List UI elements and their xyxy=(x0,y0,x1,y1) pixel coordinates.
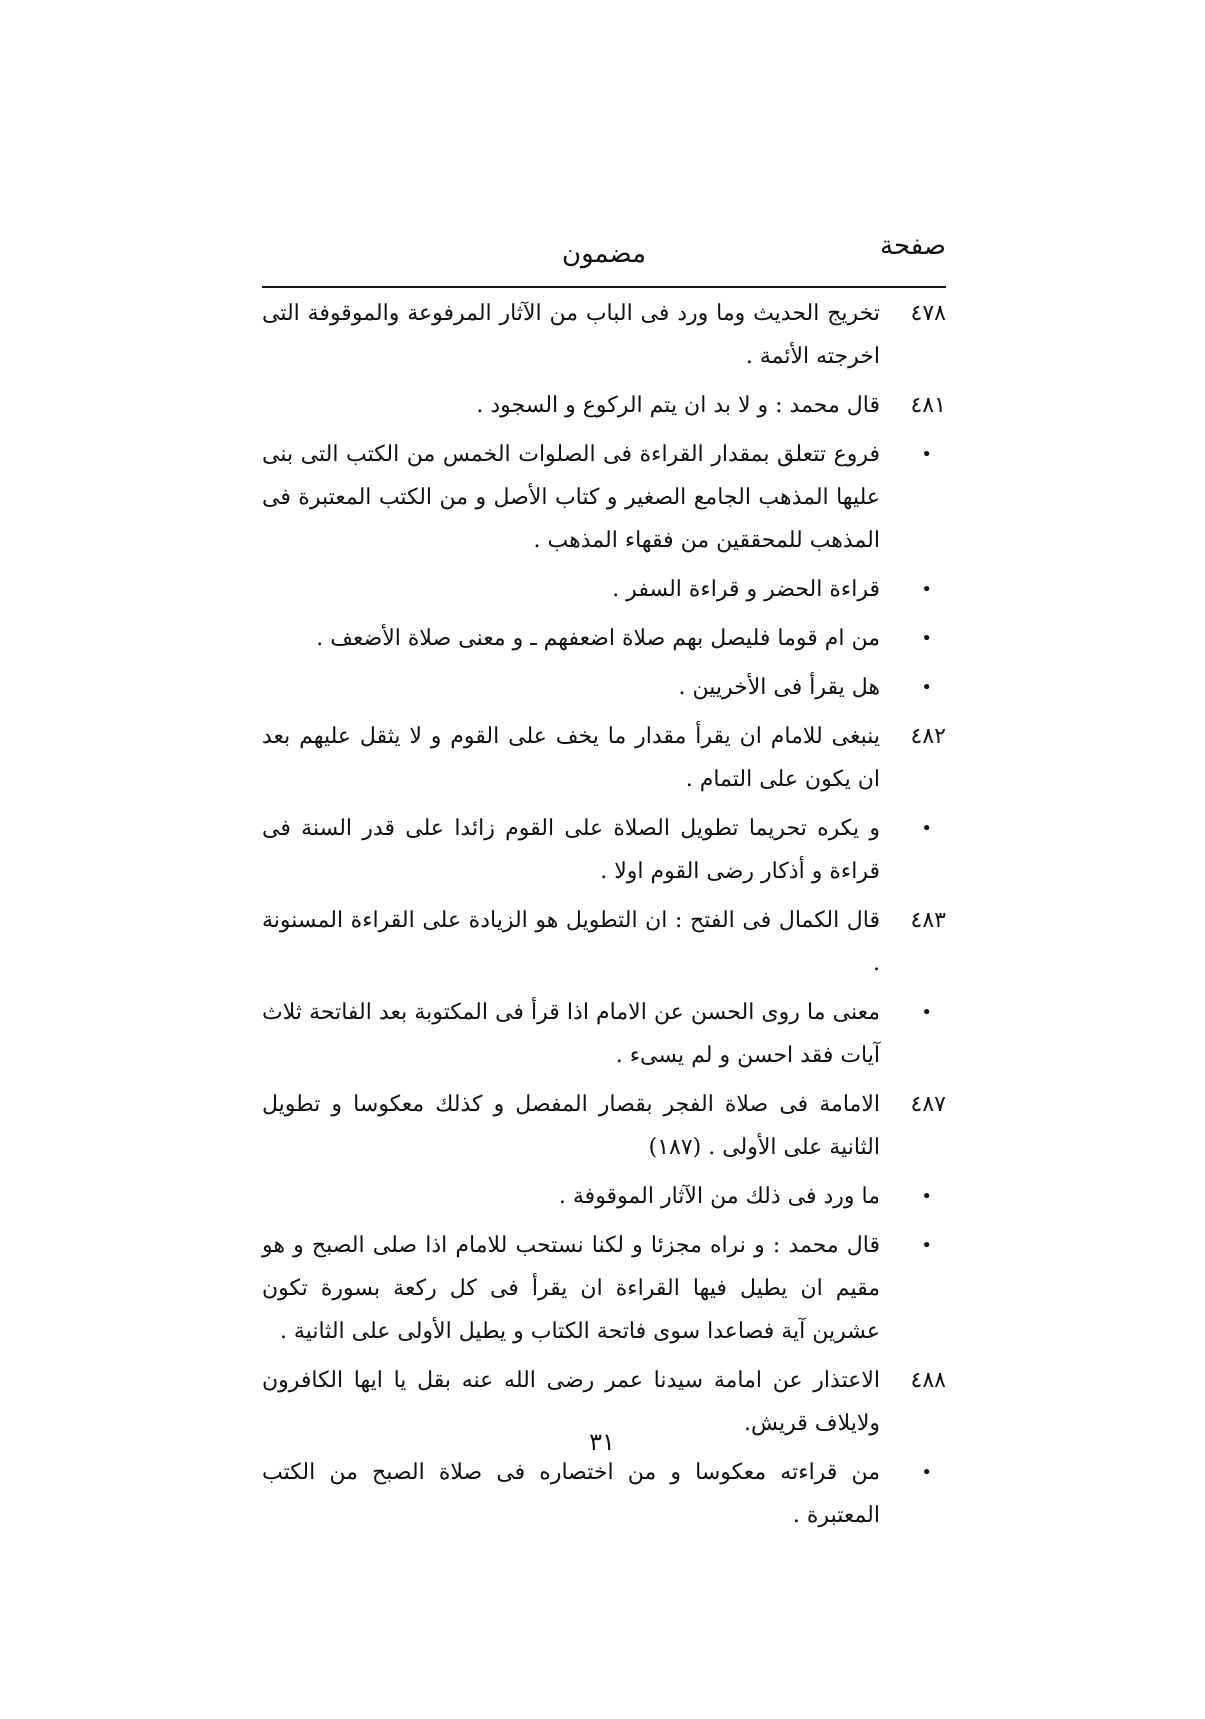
page-number: ٤٨٣ xyxy=(910,908,946,933)
entry-text: ينبغى للامام ان يقرأ مقدار ما يخف على القوم و لا يثقل عليهم بعد ان يكون على التمام . xyxy=(262,724,880,792)
contents-list xyxy=(262,292,946,1537)
bullet-marker: • xyxy=(921,1462,932,1483)
list-item xyxy=(262,384,946,427)
bullet-marker: • xyxy=(921,677,932,698)
entry-text: تخريج الحديث وما ورد فى الباب من الآثار المرفوعة والموقوفة التى اخرجته الأئمة . xyxy=(262,301,880,369)
entry-text: معنى ما روى الحسن عن الامام اذا قرأ فى المكتوبة بعد الفاتحة ثلاث آيات فقد احسن و لم يسىء . xyxy=(262,1000,880,1068)
list-item xyxy=(262,292,946,378)
entry-text: فروع تتعلق بمقدار القراءة فى الصلوات الخمس من الكتب التى بنى عليها المذهب الجامع الصغير و كتاب الأصل و من الكتب المعتبرة فى المذهب للمحققين من فقهاء المذهب . xyxy=(262,442,880,553)
entry-text: قال محمد : و نراه مجزئا و لكنا نستحب للامام اذا صلى الصبح و هو مقيم ان يطيل فيها القراءة ان يقرأ فى كل ركعة بسورة تكون عشرين آية فصاعدا سوى فاتحة الكتاب و يطيل الأولى على الثانية . xyxy=(262,1233,880,1344)
bullet-marker: • xyxy=(921,1186,932,1207)
bullet-marker: • xyxy=(921,579,932,600)
content-column-heading: مضمون xyxy=(561,239,646,269)
list-item xyxy=(262,807,946,893)
entry-text: الامامة فى صلاة الفجر بقصار المفصل و كذلك معكوسا و تطويل الثانية على الأولى . (١٨٧) xyxy=(262,1092,880,1160)
entry-text: و يكره تحريما تطويل الصلاة على القوم زائدا على قدر السنة فى قراءة و أذكار رضى القوم اولا . xyxy=(262,816,880,884)
bullet-marker: • xyxy=(921,1002,932,1023)
page-number: ٤٨١ xyxy=(910,393,946,418)
page-number: ٤٨٧ xyxy=(910,1092,946,1117)
bullet-marker: • xyxy=(921,1235,932,1256)
list-item xyxy=(262,1451,946,1537)
page-folio-number: ٣١ xyxy=(589,1428,615,1456)
entry-text: من قراءته معكوسا و من اختصاره فى صلاة الصبح من الكتب المعتبرة . xyxy=(262,1460,880,1528)
page-number: ٤٨٢ xyxy=(910,724,946,749)
page-number: ٤٨٨ xyxy=(910,1368,946,1393)
list-item xyxy=(262,1083,946,1169)
page-column-heading: صفحة xyxy=(880,231,946,261)
list-item xyxy=(262,1175,946,1218)
entry-text: قراءة الحضر و قراءة السفر . xyxy=(612,577,880,602)
list-item xyxy=(262,899,946,985)
entry-text: ما ورد فى ذلك من الآثار الموقوفة . xyxy=(558,1184,880,1209)
list-item xyxy=(262,991,946,1077)
list-item xyxy=(262,433,946,562)
table-header xyxy=(262,226,946,276)
bullet-marker: • xyxy=(921,444,932,465)
header-rule xyxy=(262,286,946,288)
entry-text: من ام قوما فليصل بهم صلاة اضعفهم ـ و معنى صلاة الأضعف . xyxy=(316,626,880,651)
entry-text: قال الكمال فى الفتح : ان التطويل هو الزيادة على القراءة المسنونة . xyxy=(262,908,880,976)
list-item xyxy=(262,568,946,611)
list-item xyxy=(262,666,946,709)
bullet-marker: • xyxy=(921,628,932,649)
page-number: ٤٧٨ xyxy=(910,301,946,326)
bullet-marker: • xyxy=(921,818,932,839)
list-item xyxy=(262,1224,946,1353)
list-item xyxy=(262,617,946,660)
list-item xyxy=(262,715,946,801)
entry-text: هل يقرأ فى الأخريين . xyxy=(678,675,880,700)
entry-text: قال محمد : و لا بد ان يتم الركوع و السجود . xyxy=(476,393,880,418)
entry-text: الاعتذار عن امامة سيدنا عمر رضى الله عنه بقل يا ايها الكافرون ولايلاف قريش. xyxy=(262,1368,880,1436)
